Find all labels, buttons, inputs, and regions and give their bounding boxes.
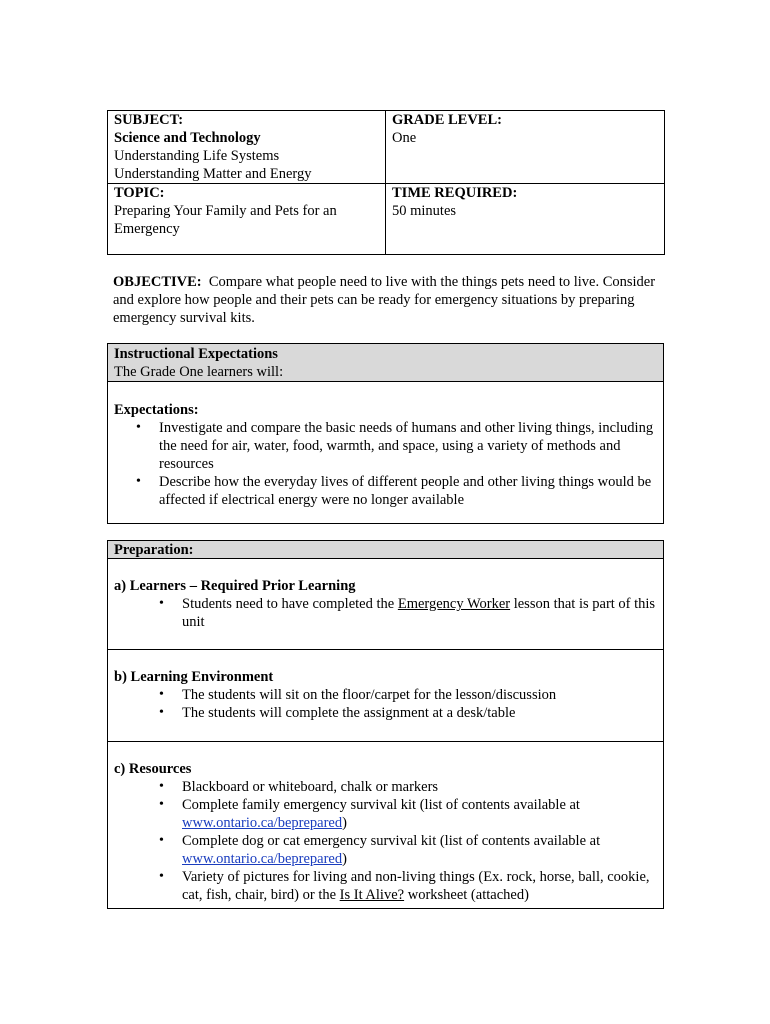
resources-list [114, 778, 657, 904]
instructional-expectations-box [107, 343, 664, 524]
instructional-header [108, 344, 663, 382]
expectations-label: Expectations: [114, 402, 199, 418]
subject-cell [108, 111, 386, 184]
preparation-title: Preparation: [114, 542, 194, 558]
is-it-alive-link[interactable]: Is It Alive? [339, 887, 405, 903]
list-item [114, 595, 657, 631]
objective-label: OBJECTIVE: [113, 274, 202, 290]
subject-line: Understanding Life Systems [114, 148, 280, 164]
expectations-list [114, 419, 657, 509]
item-text: ) [342, 815, 347, 831]
grade-label: GRADE LEVEL: [392, 112, 502, 128]
item-text: lesson that is part of this unit [182, 596, 656, 630]
time-value: 50 minutes [392, 203, 457, 219]
learning-environment-section [108, 649, 663, 741]
grade-value: One [392, 130, 417, 146]
resources-section [108, 741, 663, 904]
list-item: • The students will sit on the floor/carpet for the lesson/discussion [114, 686, 657, 704]
prior-learning-list [114, 595, 657, 631]
subject-line: Understanding Matter and Energy [114, 166, 312, 182]
subject-name: Science and Technology [114, 130, 261, 146]
prior-learning-section [108, 559, 663, 649]
list-item: • The students will complete the assignment at a desk/table [114, 704, 657, 722]
item-text: Variety of pictures for living and non-living things (Ex. rock, horse, ball, cookie, cat, fish, chair, bird) or the [182, 869, 650, 903]
item-text: Complete family emergency survival kit (list of contents available at [182, 797, 580, 813]
time-cell [386, 184, 665, 255]
resources-title: c) Resources [114, 761, 192, 777]
topic-label: TOPIC: [114, 185, 165, 201]
expectations-body [108, 382, 663, 509]
emergency-worker-link[interactable]: Emergency Worker [397, 596, 511, 612]
time-label: TIME REQUIRED: [392, 185, 518, 201]
learning-environment-list [114, 686, 657, 722]
beprepared-link[interactable]: www.ontario.ca/beprepared [182, 851, 343, 867]
item-text: worksheet (attached) [404, 887, 529, 903]
topic-line: Preparing Your Family and Pets for an [114, 203, 337, 219]
lesson-info-table [107, 110, 665, 255]
list-item: • Investigate and compare the basic needs of humans and other living things, including the need for air, water, food, warmth, and space, using a variety of methods and resources [114, 419, 657, 473]
list-item: • Describe how the everyday lives of different people and other living things would be affected if electrical energy were no longer available [114, 473, 657, 509]
topic-line: Emergency [114, 221, 180, 237]
objective-paragraph [113, 273, 668, 327]
subject-label: SUBJECT: [114, 112, 184, 128]
instructional-title: Instructional Expectations [114, 346, 278, 362]
item-text: Complete dog or cat emergency survival kit (list of contents available at [182, 833, 601, 849]
topic-cell [108, 184, 386, 255]
item-text: ) [342, 851, 347, 867]
list-item [114, 868, 657, 904]
objective-text: Compare what people need to live with the things pets need to live. Consider and explore how people and their pets can be ready for emergency situations by preparing emergency survival kits. [113, 274, 656, 326]
list-item [114, 796, 657, 832]
item-text: Students need to have completed the [182, 596, 398, 612]
learning-environment-title: b) Learning Environment [114, 669, 274, 685]
preparation-header [108, 541, 663, 559]
prior-learning-title: a) Learners – Required Prior Learning [114, 578, 356, 594]
beprepared-link[interactable]: www.ontario.ca/beprepared [182, 815, 343, 831]
grade-cell [386, 111, 665, 184]
list-item [114, 832, 657, 868]
instructional-subtitle: The Grade One learners will: [114, 364, 284, 380]
preparation-box [107, 540, 664, 909]
list-item: • Blackboard or whiteboard, chalk or markers [114, 778, 657, 796]
